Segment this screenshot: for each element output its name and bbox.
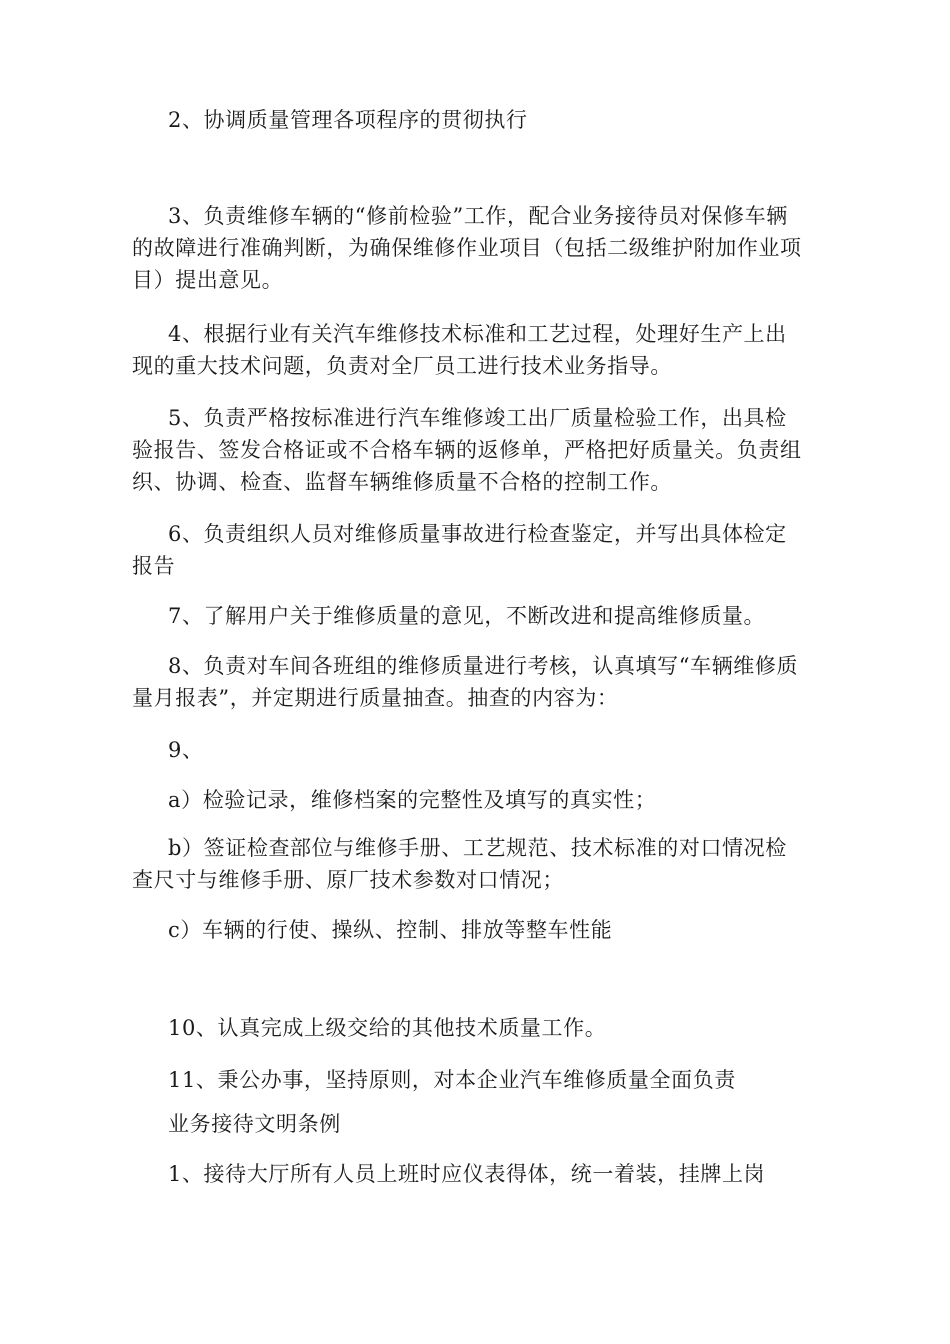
paragraph-item-3: 3、负责维修车辆的“修前检验”工作，配合业务接待员对保修车辆的故障进行准确判断，为确保维修作业项目（包括二级维护附加作业项目）提出意见。 (132, 204, 802, 292)
paragraph-item-5: 5、负责严格按标准进行汽车维修竣工出厂质量检验工作，出具检验报告、签发合格证或不合格车辆的返修单，严格把好质量关。负责组织、协调、检查、监督车辆维修质量不合格的控制工作。 (132, 406, 802, 494)
paragraph-item-a: a）检验记录，维修档案的完整性及填写的真实性； (168, 788, 657, 812)
paragraph-item-8: 8、负责对车间各班组的维修质量进行考核，认真填写“车辆维修质量月报表”，并定期进行质量抽查。抽查的内容为： (132, 654, 799, 710)
paragraph-item-2: 2、协调质量管理各项程序的贯彻执行 (168, 108, 528, 132)
paragraph-item-7: 7、了解用户关于维修质量的意见，不断改进和提高维修质量。 (168, 604, 766, 628)
paragraph-item-c: c）车辆的行使、操纵、控制、排放等整车性能 (168, 918, 613, 942)
paragraph-item-9: 9、 (168, 738, 204, 762)
paragraph-item-6: 6、负责组织人员对维修质量事故进行检查鉴定，并写出具体检定报告 (132, 522, 787, 578)
section-heading: 业务接待文明条例 (168, 1112, 341, 1136)
paragraph-item-etiquette-1: 1、接待大厅所有人员上班时应仪表得体，统一着装，挂牌上岗 (168, 1162, 766, 1186)
paragraph-item-11: 11、秉公办事，坚持原则，对本企业汽车维修质量全面负责 (168, 1068, 736, 1092)
paragraph-item-10: 10、认真完成上级交给的其他技术质量工作。 (168, 1016, 607, 1040)
paragraph-item-4: 4、根据行业有关汽车维修技术标准和工艺过程，处理好生产上出现的重大技术问题，负责对全厂员工进行技术业务指导。 (132, 322, 787, 378)
paragraph-item-b: b）签证检查部位与维修手册、工艺规范、技术标准的对口情况检查尺寸与维修手册、原厂技术参数对口情况； (132, 836, 787, 892)
